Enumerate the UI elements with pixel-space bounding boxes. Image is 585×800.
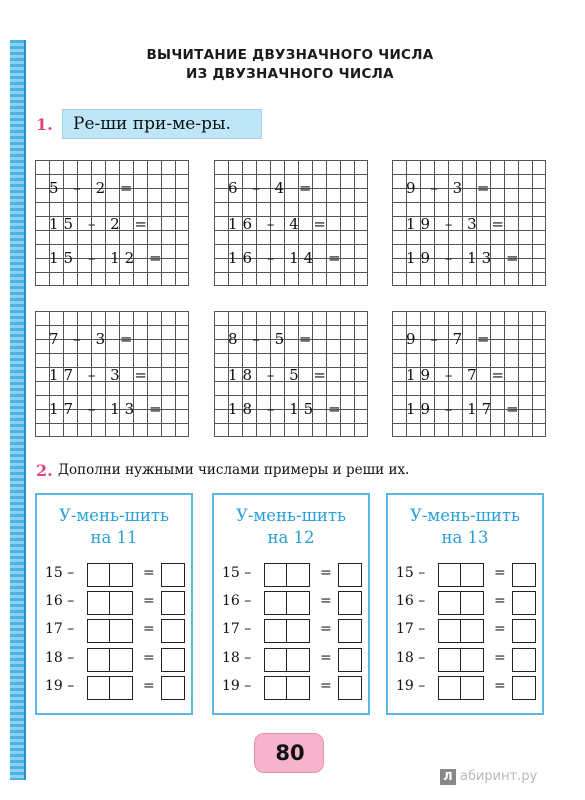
equals-sign: = <box>320 678 332 694</box>
card-row <box>222 563 366 587</box>
answer-box[interactable] <box>438 676 462 700</box>
exercise-line: 9 – 7 = <box>406 330 495 348</box>
minuend-label: 17 – <box>396 621 426 637</box>
card-heading <box>388 505 542 549</box>
answer-box[interactable] <box>264 591 288 615</box>
result-box[interactable] <box>338 591 362 615</box>
answer-box[interactable] <box>460 563 484 587</box>
exercise-grid <box>392 311 546 437</box>
watermark-text: абиринт.ру <box>460 769 538 784</box>
equals-sign: = <box>320 593 332 609</box>
exercise-line: 19 – 7 = <box>406 366 510 384</box>
exercise-grid <box>35 160 189 286</box>
exercise-line: 6 – 4 = <box>228 179 317 197</box>
exercise-line: 15 – 2 = <box>49 215 153 233</box>
minuend-label: 19 – <box>45 678 75 694</box>
result-box[interactable] <box>338 563 362 587</box>
equals-sign: = <box>494 650 506 666</box>
answer-box[interactable] <box>264 676 288 700</box>
answer-box[interactable] <box>109 676 133 700</box>
result-box[interactable] <box>338 648 362 672</box>
card-heading-line-1: У-мень-шить <box>235 506 347 525</box>
answer-box[interactable] <box>286 563 310 587</box>
answer-box[interactable] <box>460 619 484 643</box>
subtract-card <box>212 493 370 715</box>
answer-box[interactable] <box>438 648 462 672</box>
exercise-grid <box>214 160 368 286</box>
result-box[interactable] <box>161 648 185 672</box>
card-row <box>396 563 540 587</box>
card-heading <box>214 505 368 549</box>
result-box[interactable] <box>161 563 185 587</box>
minuend-label: 15 – <box>222 565 252 581</box>
exercise-line: 17 – 3 = <box>49 366 153 384</box>
equals-sign: = <box>494 678 506 694</box>
answer-box[interactable] <box>286 619 310 643</box>
subtract-card <box>35 493 193 715</box>
minuend-label: 18 – <box>222 650 252 666</box>
answer-box[interactable] <box>286 591 310 615</box>
exercise-line: 15 – 12 = <box>49 249 167 267</box>
left-decorative-stripe <box>10 40 24 780</box>
task-2-text: Дополни нужными числами примеры и реши их. <box>58 462 410 478</box>
card-row <box>396 591 540 615</box>
minuend-label: 16 – <box>396 593 426 609</box>
answer-box[interactable] <box>109 591 133 615</box>
task-1-label: Ре-ши при-ме-ры. <box>62 109 262 139</box>
answer-box[interactable] <box>264 563 288 587</box>
equals-sign: = <box>143 593 155 609</box>
answer-box[interactable] <box>109 563 133 587</box>
answer-box[interactable] <box>109 648 133 672</box>
card-row <box>45 591 189 615</box>
equals-sign: = <box>494 593 506 609</box>
minuend-label: 15 – <box>396 565 426 581</box>
answer-box[interactable] <box>460 648 484 672</box>
result-box[interactable] <box>512 676 536 700</box>
exercise-line: 18 – 5 = <box>228 366 332 384</box>
card-heading-line-2: на 13 <box>441 528 489 547</box>
answer-box[interactable] <box>87 676 111 700</box>
card-row <box>396 619 540 643</box>
card-row <box>45 676 189 700</box>
subtract-card <box>386 493 544 715</box>
card-heading-line-2: на 12 <box>267 528 315 547</box>
exercise-line: 5 – 2 = <box>49 179 138 197</box>
equals-sign: = <box>143 621 155 637</box>
minuend-label: 18 – <box>396 650 426 666</box>
answer-box[interactable] <box>264 648 288 672</box>
result-box[interactable] <box>338 619 362 643</box>
exercise-line: 8 – 5 = <box>228 330 317 348</box>
exercise-line: 19 – 17 = <box>406 400 524 418</box>
answer-box[interactable] <box>438 591 462 615</box>
watermark-logo-icon: Л <box>440 769 456 785</box>
answer-box[interactable] <box>438 619 462 643</box>
exercise-grid <box>392 160 546 286</box>
card-row <box>45 563 189 587</box>
answer-box[interactable] <box>87 619 111 643</box>
exercise-grid <box>35 311 189 437</box>
minuend-label: 17 – <box>222 621 252 637</box>
exercise-line: 19 – 3 = <box>406 215 510 233</box>
equals-sign: = <box>494 565 506 581</box>
result-box[interactable] <box>161 619 185 643</box>
answer-box[interactable] <box>109 619 133 643</box>
minuend-label: 18 – <box>45 650 75 666</box>
result-box[interactable] <box>161 591 185 615</box>
card-heading <box>37 505 191 549</box>
result-box[interactable] <box>512 563 536 587</box>
answer-box[interactable] <box>286 648 310 672</box>
equals-sign: = <box>143 650 155 666</box>
answer-box[interactable] <box>438 563 462 587</box>
card-row <box>45 619 189 643</box>
minuend-label: 16 – <box>222 593 252 609</box>
answer-box[interactable] <box>87 648 111 672</box>
result-box[interactable] <box>512 591 536 615</box>
exercise-line: 19 – 13 = <box>406 249 524 267</box>
title-line-2: ИЗ ДВУЗНАЧНОГО ЧИСЛА <box>186 66 394 82</box>
result-box[interactable] <box>512 619 536 643</box>
minuend-label: 19 – <box>222 678 252 694</box>
exercise-line: 9 – 3 = <box>406 179 495 197</box>
exercise-line: 17 – 13 = <box>49 400 167 418</box>
watermark <box>440 767 580 789</box>
page-number: 80 <box>275 741 305 765</box>
task-1-number: 1. <box>36 115 53 134</box>
exercise-line: 7 – 3 = <box>49 330 138 348</box>
card-row <box>45 648 189 672</box>
equals-sign: = <box>143 678 155 694</box>
card-row <box>222 619 366 643</box>
minuend-label: 17 – <box>45 621 75 637</box>
card-row <box>396 648 540 672</box>
result-box[interactable] <box>512 648 536 672</box>
left-border-line <box>24 40 26 780</box>
page-title <box>130 46 450 84</box>
card-row <box>222 676 366 700</box>
answer-box[interactable] <box>286 676 310 700</box>
exercise-grid <box>214 311 368 437</box>
result-box[interactable] <box>161 676 185 700</box>
equals-sign: = <box>320 650 332 666</box>
equals-sign: = <box>494 621 506 637</box>
exercise-line: 18 – 15 = <box>228 400 346 418</box>
title-line-1: ВЫЧИТАНИЕ ДВУЗНАЧНОГО ЧИСЛА <box>146 47 434 63</box>
answer-box[interactable] <box>264 619 288 643</box>
result-box[interactable] <box>338 676 362 700</box>
card-heading-line-2: на 11 <box>90 528 138 547</box>
equals-sign: = <box>320 565 332 581</box>
exercise-line: 16 – 14 = <box>228 249 346 267</box>
minuend-label: 19 – <box>396 678 426 694</box>
card-row <box>396 676 540 700</box>
equals-sign: = <box>320 621 332 637</box>
answer-box[interactable] <box>87 591 111 615</box>
answer-box[interactable] <box>460 676 484 700</box>
equals-sign: = <box>143 565 155 581</box>
card-heading-line-1: У-мень-шить <box>409 506 521 525</box>
answer-box[interactable] <box>87 563 111 587</box>
minuend-label: 16 – <box>45 593 75 609</box>
task-2-number: 2. <box>36 461 53 480</box>
card-row <box>222 648 366 672</box>
answer-box[interactable] <box>460 591 484 615</box>
card-heading-line-1: У-мень-шить <box>58 506 170 525</box>
minuend-label: 15 – <box>45 565 75 581</box>
exercise-line: 16 – 4 = <box>228 215 332 233</box>
page-number-badge <box>254 733 324 773</box>
card-row <box>222 591 366 615</box>
